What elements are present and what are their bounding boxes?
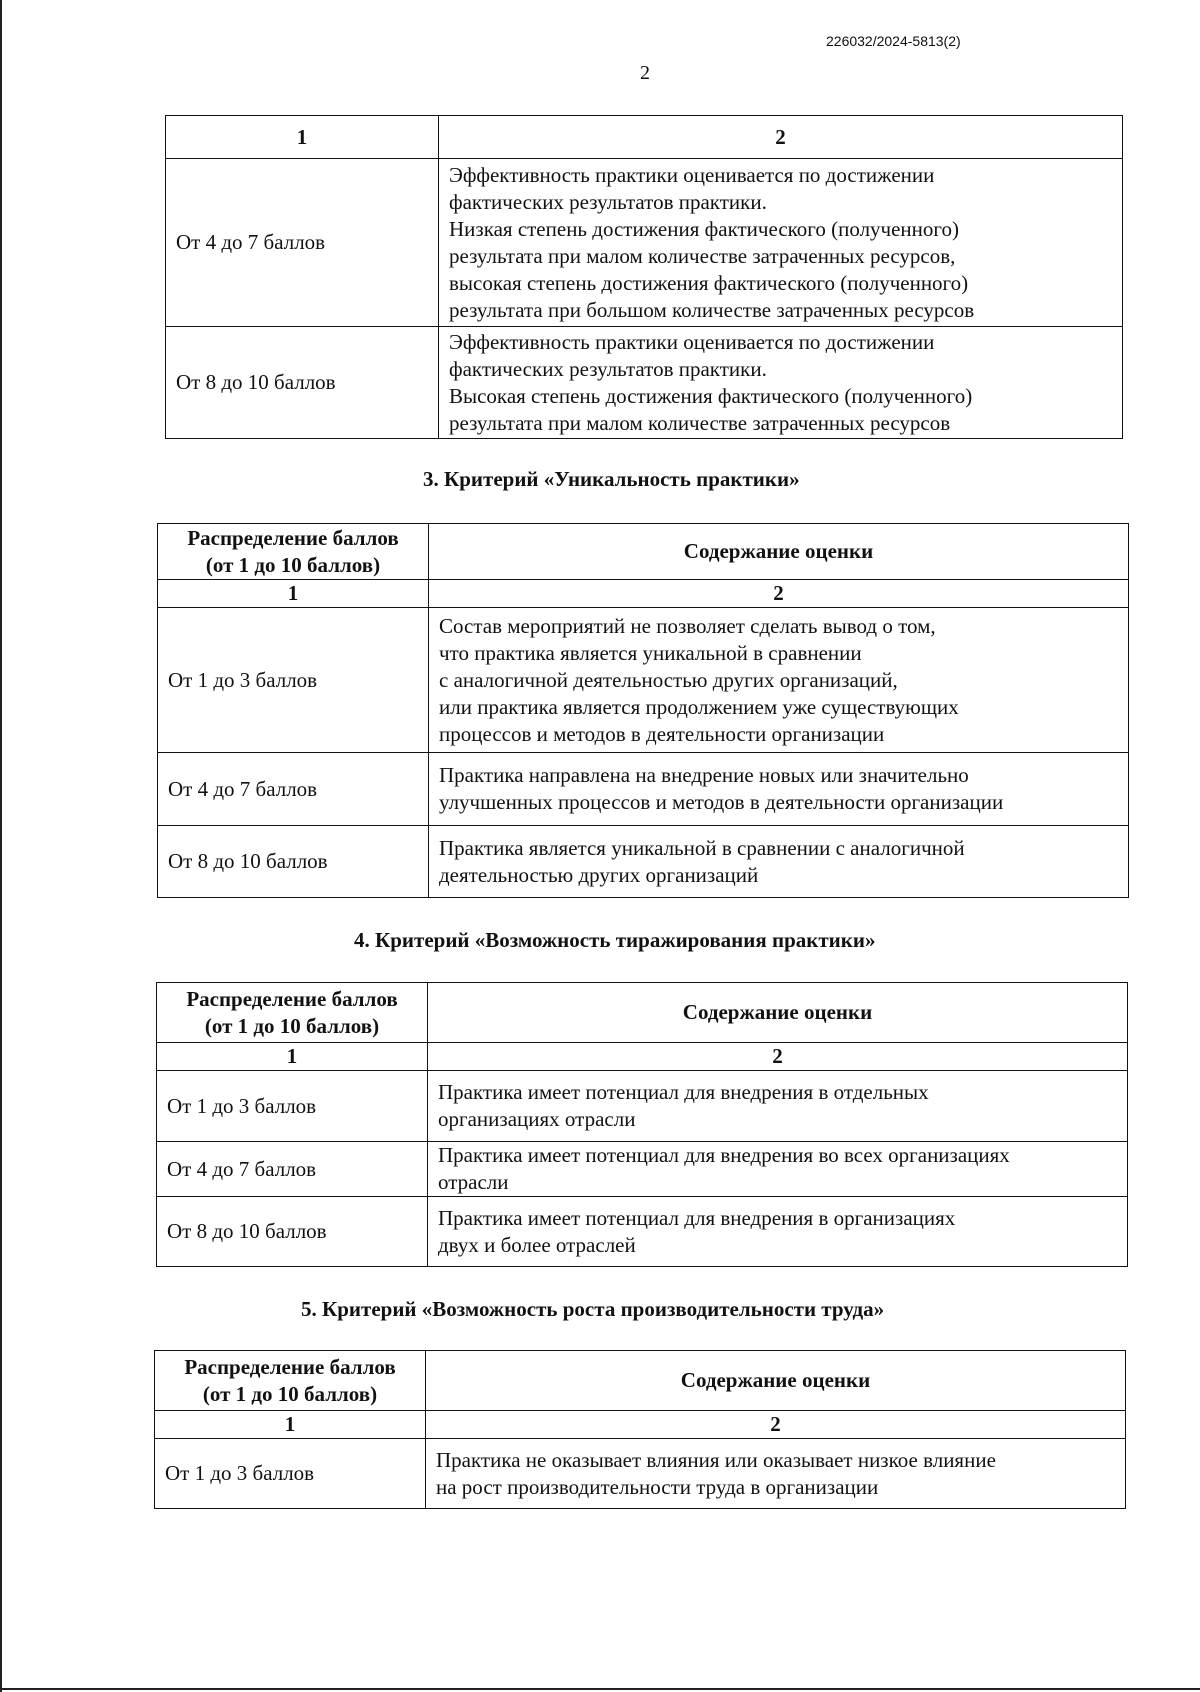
table-header-row: [158, 524, 1129, 580]
table-row: [166, 327, 1123, 439]
score-range: От 4 до 7 баллов: [157, 1142, 428, 1197]
score-range: От 4 до 7 баллов: [158, 753, 429, 826]
page-edge-left: [0, 0, 2, 1692]
table-row: [166, 159, 1123, 327]
page-number: 2: [640, 62, 650, 84]
column-number-row: [158, 580, 1129, 608]
column-number-left: 1: [166, 116, 439, 159]
score-description: Эффективность практики оценивается по достижении фактических результатов практики. Высокая степень достижения фактического (полученного) результата при малом количестве затраченных ресурсов: [439, 327, 1123, 439]
criterion-3-title: 3. Критерий «Уникальность практики»: [423, 467, 800, 491]
table-row: [155, 1439, 1126, 1509]
column-number-right: 2: [429, 580, 1129, 608]
column-number-left: 1: [157, 1043, 428, 1071]
score-range: От 1 до 3 баллов: [155, 1439, 426, 1509]
column-number-right: 2: [426, 1411, 1126, 1439]
table-row: [157, 1197, 1128, 1267]
column-number-right: 2: [428, 1043, 1128, 1071]
header-evaluation-content: Содержание оценки: [426, 1351, 1126, 1411]
header-score-distribution: Распределение баллов (от 1 до 10 баллов): [158, 524, 429, 580]
header-score-distribution: Распределение баллов (от 1 до 10 баллов): [155, 1351, 426, 1411]
score-range: От 1 до 3 баллов: [158, 608, 429, 753]
table-row: [158, 826, 1129, 898]
header-evaluation-content: Содержание оценки: [428, 983, 1128, 1043]
table-row: [157, 1142, 1128, 1197]
document-registration-number: 226032/2024-5813(2): [826, 33, 961, 49]
table-row: [158, 608, 1129, 753]
score-description: Эффективность практики оценивается по достижении фактических результатов практики. Низкая степень достижения фактического (полученного) результата при малом количестве затраченных ресурсов, высокая степень достижения фактического (полученного) результата при большом количестве затраченных ресурсов: [439, 159, 1123, 327]
score-description: Практика имеет потенциал для внедрения во всех организациях отрасли: [428, 1142, 1128, 1197]
table-header-row: [157, 983, 1128, 1043]
criterion-2-table-continuation: [165, 115, 1123, 439]
score-range: От 4 до 7 баллов: [166, 159, 439, 327]
header-score-distribution: Распределение баллов (от 1 до 10 баллов): [157, 983, 428, 1043]
criterion-3-table: [157, 523, 1129, 898]
criterion-4-title: 4. Критерий «Возможность тиражирования практики»: [354, 928, 876, 952]
table-row: [158, 753, 1129, 826]
column-number-row: [157, 1043, 1128, 1071]
column-number-row: [166, 116, 1123, 159]
criterion-5-table: [154, 1350, 1126, 1509]
criterion-4-table: [156, 982, 1128, 1267]
column-number-left: 1: [158, 580, 429, 608]
column-number-row: [155, 1411, 1126, 1439]
column-number-left: 1: [155, 1411, 426, 1439]
criterion-5-title: 5. Критерий «Возможность роста производительности труда»: [301, 1297, 885, 1321]
score-range: От 8 до 10 баллов: [157, 1197, 428, 1267]
score-description: Состав мероприятий не позволяет сделать вывод о том, что практика является уникальной в сравнении с аналогичной деятельностью других организаций, или практика является продолжением уже существующих процессов и методов в деятельности организации: [429, 608, 1129, 753]
table-row: [157, 1071, 1128, 1142]
table-header-row: [155, 1351, 1126, 1411]
score-description: Практика направлена на внедрение новых или значительно улучшенных процессов и методов в деятельности организации: [429, 753, 1129, 826]
score-range: От 8 до 10 баллов: [158, 826, 429, 898]
page-edge-bottom: [0, 1688, 1200, 1690]
column-number-right: 2: [439, 116, 1123, 159]
score-description: Практика не оказывает влияния или оказывает низкое влияние на рост производительности труда в организации: [426, 1439, 1126, 1509]
score-description: Практика является уникальной в сравнении с аналогичной деятельностью других организаций: [429, 826, 1129, 898]
header-evaluation-content: Содержание оценки: [429, 524, 1129, 580]
score-description: Практика имеет потенциал для внедрения в отдельных организациях отрасли: [428, 1071, 1128, 1142]
score-range: От 1 до 3 баллов: [157, 1071, 428, 1142]
score-range: От 8 до 10 баллов: [166, 327, 439, 439]
score-description: Практика имеет потенциал для внедрения в организациях двух и более отраслей: [428, 1197, 1128, 1267]
